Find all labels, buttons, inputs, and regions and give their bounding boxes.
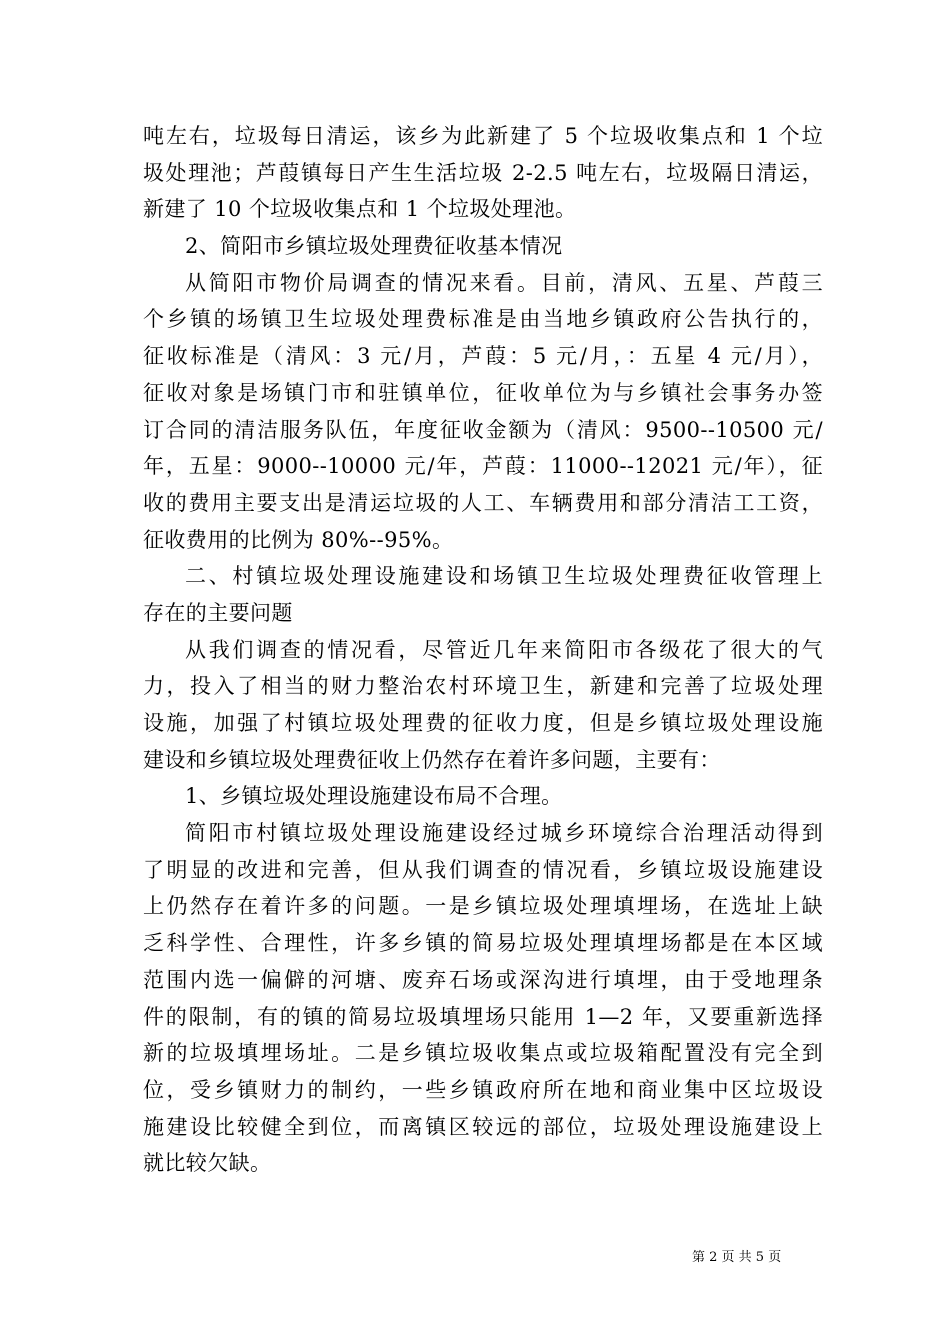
text-line: 了明显的改进和完善，但从我们调查的情况看，乡镇垃圾设施建设	[143, 857, 823, 882]
text-line: 征收对象是场镇门市和驻镇单位，征收单位为与乡镇社会事务办签	[143, 380, 823, 405]
text-line: 吨左右，垃圾每日清运，该乡为此新建了 5 个垃圾收集点和 1 个垃	[143, 124, 823, 148]
text-line: 建设和乡镇垃圾处理费征收上仍然存在着许多问题，主要有：	[143, 747, 721, 772]
text-line: 位，受乡镇财力的制约，一些乡镇政府所在地和商业集中区垃圾设	[143, 1077, 823, 1102]
text-line: 上仍然存在着许多的问题。一是乡镇垃圾处理填埋场，在选址上缺	[143, 894, 823, 919]
document-body	[143, 118, 823, 1182]
text-line: 新的垃圾填埋场址。二是乡镇垃圾收集点或垃圾箱配置没有完全到	[143, 1041, 823, 1066]
text-line: 乏科学性、合理性，许多乡镇的简易垃圾处理填埋场都是在本区域	[143, 931, 823, 956]
page-number: 第 2 页 共 5 页	[692, 1250, 782, 1265]
text-line: 就比较欠缺。	[143, 1151, 272, 1176]
text-line: 2、简阳市乡镇垃圾处理费征收基本情况	[185, 234, 563, 259]
text-line: 个乡镇的场镇卫生垃圾处理费标准是由当地乡镇政府公告执行的，	[143, 307, 823, 332]
text-line: 从简阳市物价局调查的情况来看。目前，清风、五星、芦葭三	[185, 270, 823, 295]
text-line: 从我们调查的情况看，尽管近几年来简阳市各级花了很大的气	[185, 637, 823, 662]
text-line: 新建了 10 个垃圾收集点和 1 个垃圾处理池。	[143, 197, 577, 222]
text-line: 设施，加强了村镇垃圾处理费的征收力度，但是乡镇垃圾处理设施	[143, 711, 823, 735]
text-line: 征收标准是（清风：3 元/月，芦葭：5 元/月，：五星 4 元/月），	[143, 344, 823, 369]
text-line: 范围内选一偏僻的河塘、废弃石场或深沟进行填埋，由于受地理条	[143, 967, 823, 992]
text-line: 二、村镇垃圾处理设施建设和场镇卫生垃圾处理费征收管理上	[185, 564, 823, 589]
text-line: 圾处理池；芦葭镇每日产生生活垃圾 2-2.5 吨左右，垃圾隔日清运，	[143, 160, 823, 185]
text-line: 存在的主要问题	[143, 600, 293, 625]
text-line: 年，五星：9000--10000 元/年，芦葭：11000--12021 元/年），征	[143, 454, 823, 479]
text-line: 1、乡镇垃圾处理设施建设布局不合理。	[185, 784, 563, 809]
text-line: 简阳市村镇垃圾处理设施建设经过城乡环境综合治理活动得到	[185, 821, 823, 846]
text-line: 件的限制，有的镇的简易垃圾填埋场只能用 1—2 年，又要重新选择	[143, 1004, 823, 1029]
text-line: 收的费用主要支出是清运垃圾的人工、车辆费用和部分清洁工工资，	[143, 490, 823, 515]
text-line: 征收费用的比例为 80%--95%。	[143, 527, 454, 552]
text-line: 施建设比较健全到位，而离镇区较远的部位，垃圾处理设施建设上	[143, 1114, 823, 1139]
text-line: 力，投入了相当的财力整治农村环境卫生，新建和完善了垃圾处理	[143, 674, 823, 699]
text-line: 订合同的清洁服务队伍，年度征收金额为（清风：9500--10500 元/	[143, 417, 823, 442]
